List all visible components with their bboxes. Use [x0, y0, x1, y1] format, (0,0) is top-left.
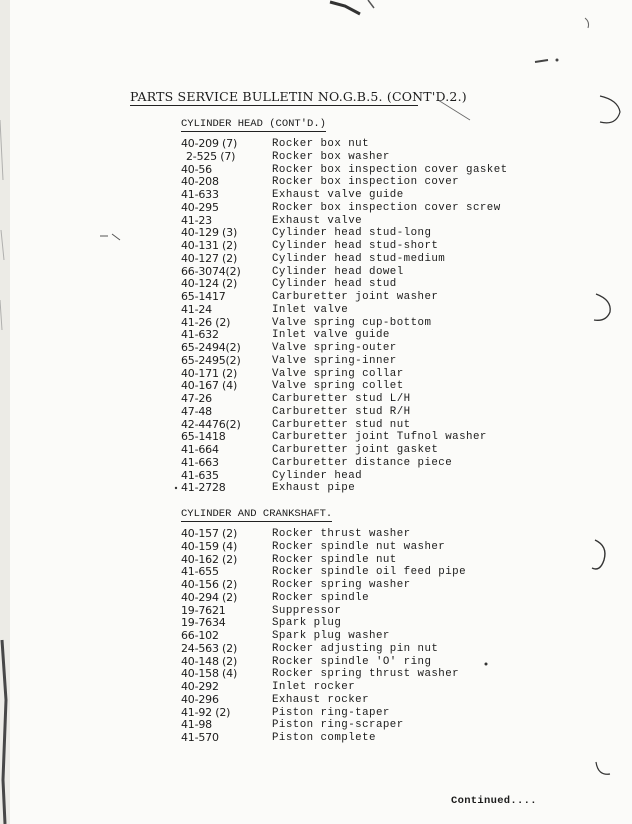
part-number: 41-23 [181, 213, 212, 227]
title-underline [130, 105, 418, 106]
part-description: Piston complete [272, 732, 376, 744]
part-number: 41-632 [181, 328, 219, 342]
section-heading-cylinder-head: CYLINDER HEAD (CONT'D.) [181, 118, 326, 130]
part-number: 40-167 (4) [181, 379, 238, 393]
part-description: Rocker spindle nut washer [272, 540, 446, 553]
section-heading-cylinder-and-crankshaft: CYLINDER AND CRANKSHAFT. [181, 508, 333, 520]
part-description: Piston ring-scraper [272, 719, 404, 732]
part-description: Rocker spindle oil feed pipe [272, 566, 467, 579]
part-description: Carburetter joint gasket [272, 444, 439, 456]
part-description: Exhaust rocker [272, 693, 370, 706]
part-description: Rocker spindle 'O' ring [272, 655, 432, 668]
part-description: Valve spring-outer [272, 342, 397, 354]
part-description: Inlet valve guide [272, 329, 390, 342]
part-description: Rocker thrust washer [272, 528, 411, 540]
part-number: 42-4476(2) [181, 417, 241, 431]
part-description: Inlet rocker [272, 681, 356, 693]
part-description: Rocker spring washer [272, 579, 411, 591]
part-description: Valve spring collar [272, 367, 404, 380]
part-description: Rocker box inspection cover [272, 176, 460, 189]
bulletin-title: PARTS SERVICE BULLETIN NO.G.B.5. (CONT'D.2.) [130, 89, 467, 104]
part-number: 66-102 [181, 629, 219, 642]
part-description: Valve spring-inner [272, 354, 397, 367]
part-number: 41-635 [181, 468, 219, 482]
part-description: Rocker box inspection cover gasket [272, 163, 508, 176]
part-description: Carburetter joint washer [272, 291, 439, 303]
part-number: 41-633 [181, 188, 219, 201]
part-number: 24-563 (2) [181, 641, 238, 655]
part-description: Rocker spindle nut [272, 553, 397, 566]
part-description: Suppressor [272, 604, 342, 617]
heading-underline [181, 521, 332, 522]
part-number: 40-124 (2) [181, 277, 238, 291]
continued-note: Continued.... [451, 795, 537, 807]
part-number: 40-208 [181, 175, 219, 189]
part-description: Spark plug [272, 617, 342, 630]
part-description: Carburetter stud nut [272, 418, 411, 431]
part-description: Piston ring-taper [272, 706, 390, 719]
part-number: 40-296 [181, 692, 219, 706]
part-number: 40-131 (2) [181, 239, 238, 252]
part-number: 65-2495(2) [181, 353, 241, 367]
part-number: 40-56 [181, 162, 212, 176]
part-number: 65-2494(2) [181, 341, 241, 354]
part-description: Cylinder head stud-medium [272, 252, 446, 265]
part-number: 47-48 [181, 404, 212, 418]
part-number: 2-525 (7) [186, 149, 236, 163]
part-number: 40-171 (2) [181, 366, 238, 380]
part-number: 40-209 (7) [181, 137, 238, 150]
part-description: Rocker box nut [272, 138, 370, 150]
part-number: 40-294 (2) [181, 590, 238, 604]
part-number: 40-157 (2) [181, 527, 238, 540]
part-description: Exhaust pipe [272, 482, 356, 495]
part-number: 41-26 (2) [181, 315, 231, 329]
part-description: Exhaust valve guide [272, 189, 404, 201]
part-description: Rocker spring thrust washer [272, 668, 460, 681]
part-number: 41-24 [181, 302, 212, 316]
part-description: Rocker adjusting pin nut [272, 642, 439, 655]
part-number: 66-3074(2) [181, 264, 241, 278]
part-number: 19-7621 [181, 603, 226, 617]
part-number: 47-26 [181, 392, 212, 405]
part-description: Rocker box washer [272, 150, 390, 163]
part-description: Cylinder head dowel [272, 265, 404, 278]
part-description: Spark plug washer [272, 630, 390, 642]
part-number: 40-159 (4) [181, 539, 238, 553]
part-description: Cylinder head stud-short [272, 240, 439, 252]
part-number: 40-295 [181, 200, 219, 214]
part-number: 40-148 (2) [181, 654, 238, 668]
part-number: 41-664 [181, 443, 219, 456]
part-description: Valve spring cup-bottom [272, 316, 432, 329]
part-description: Rocker box inspection cover screw [272, 201, 501, 214]
part-number: 65-1418 [181, 430, 226, 444]
part-number: 41-655 [181, 565, 219, 579]
part-number: 65-1417 [181, 290, 226, 303]
part-number: 40-292 [181, 680, 219, 693]
part-description: Carburetter stud R/H [272, 405, 411, 418]
part-number: 41-2728 [181, 481, 226, 495]
part-description: Exhaust valve [272, 214, 363, 227]
heading-underline [181, 131, 326, 132]
part-number: 40-127 (2) [181, 251, 238, 265]
part-number: 40-156 (2) [181, 578, 238, 591]
part-number: 41-98 [181, 718, 212, 732]
part-description: Cylinder head stud [272, 278, 397, 291]
part-description: Carburetter stud L/H [272, 393, 411, 405]
part-description: Inlet valve [272, 303, 349, 316]
part-number: 40-129 (3) [181, 226, 238, 240]
part-number: 41-570 [181, 731, 219, 744]
part-number: 41-663 [181, 455, 219, 469]
part-description: Rocker spindle [272, 591, 370, 604]
part-number: 19-7634 [181, 616, 226, 630]
part-number: 40-158 (4) [181, 667, 238, 681]
part-number: 41-92 (2) [181, 705, 231, 719]
part-description: Carburetter joint Tufnol washer [272, 431, 487, 444]
part-description: Cylinder head [272, 469, 363, 482]
part-number: 40-162 (2) [181, 552, 238, 566]
part-description: Valve spring collet [272, 380, 404, 393]
part-description: Carburetter distance piece [272, 456, 453, 469]
part-description: Cylinder head stud-long [272, 227, 432, 240]
